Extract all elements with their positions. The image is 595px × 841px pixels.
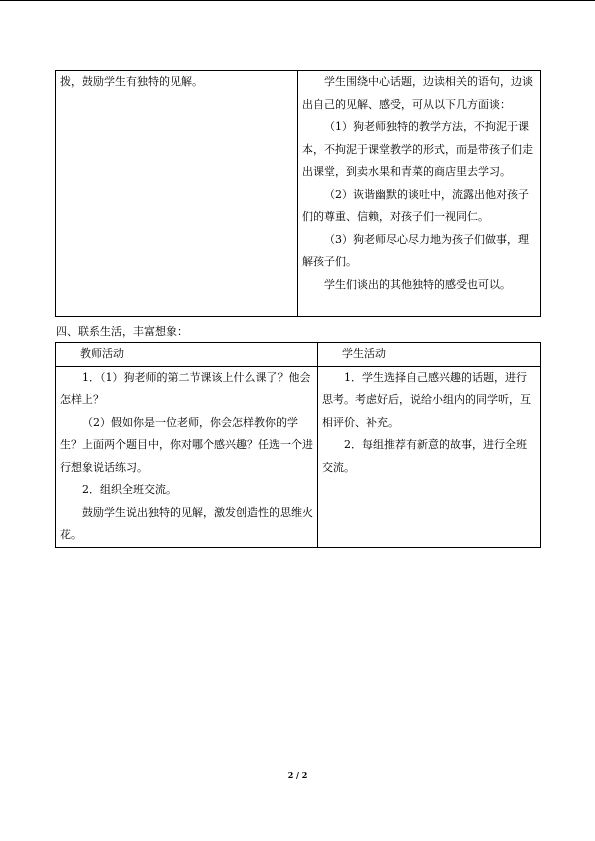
teacher-activity-cell — [56, 71, 298, 317]
teacher-activity-cell — [56, 366, 318, 547]
student-point-3: （3）狗老师尽心尽力地为孩子们做事，理解孩子们。 — [302, 232, 529, 268]
student-step-1: 1．学生选择自己感兴趣的话题，进行思考。考虑好后，说给小组内的同学听，互相评价、补充。 — [322, 370, 531, 429]
student-step-2: 2．每组推荐有新意的故事，进行全班交流。 — [322, 438, 527, 474]
header-student — [318, 343, 541, 367]
teacher-step-1: 1．（1）狗老师的第二节课该上什么课了？他会怎样上？ — [60, 370, 311, 406]
header-student-label: 学生活动 — [342, 347, 386, 360]
activity-table — [55, 342, 541, 548]
teacher-step-1-2: （2）假如你是一位老师，你会怎样教你的学生？上面两个题目中，你对哪个感兴趣？任选一个进行想象说话练习。 — [60, 415, 313, 474]
section-heading: 四、联系生活，丰富想象： — [56, 325, 188, 338]
table-row — [56, 366, 541, 547]
header-rule — [0, 0, 595, 1]
student-activity-cell — [318, 366, 541, 547]
student-intro: 学生围绕中心话题，边读相关的语句，边谈出自己的见解、感受，可从以下几方面谈： — [302, 75, 533, 111]
table-header-row — [56, 343, 541, 367]
student-closing: 学生们谈出的其他独特的感受也可以。 — [324, 277, 511, 291]
table-row — [56, 71, 541, 317]
header-teacher-label: 教师活动 — [80, 347, 124, 360]
activity-table-continued — [55, 70, 541, 317]
student-point-1: （1）狗老师独特的教学方法，不拘泥于课本，不拘泥于课堂教学的形式，而是带孩子们走出课堂，到卖水果和青菜的商店里去学习。 — [302, 120, 533, 178]
student-point-2: （2）诙谐幽默的谈吐中，流露出他对孩子们的尊重、信赖，对孩子们一视同仁。 — [302, 187, 529, 223]
page-number: 2 / 2 — [287, 770, 308, 780]
student-activity-cell — [298, 71, 541, 317]
teacher-step-2: 2．组织全班交流。 — [82, 483, 177, 496]
teacher-text: 拨，鼓励学生有独特的见解。 — [60, 75, 203, 88]
teacher-encourage: 鼓励学生说出独特的见解，激发创造性的思维火花。 — [60, 505, 313, 541]
header-teacher — [56, 343, 318, 367]
